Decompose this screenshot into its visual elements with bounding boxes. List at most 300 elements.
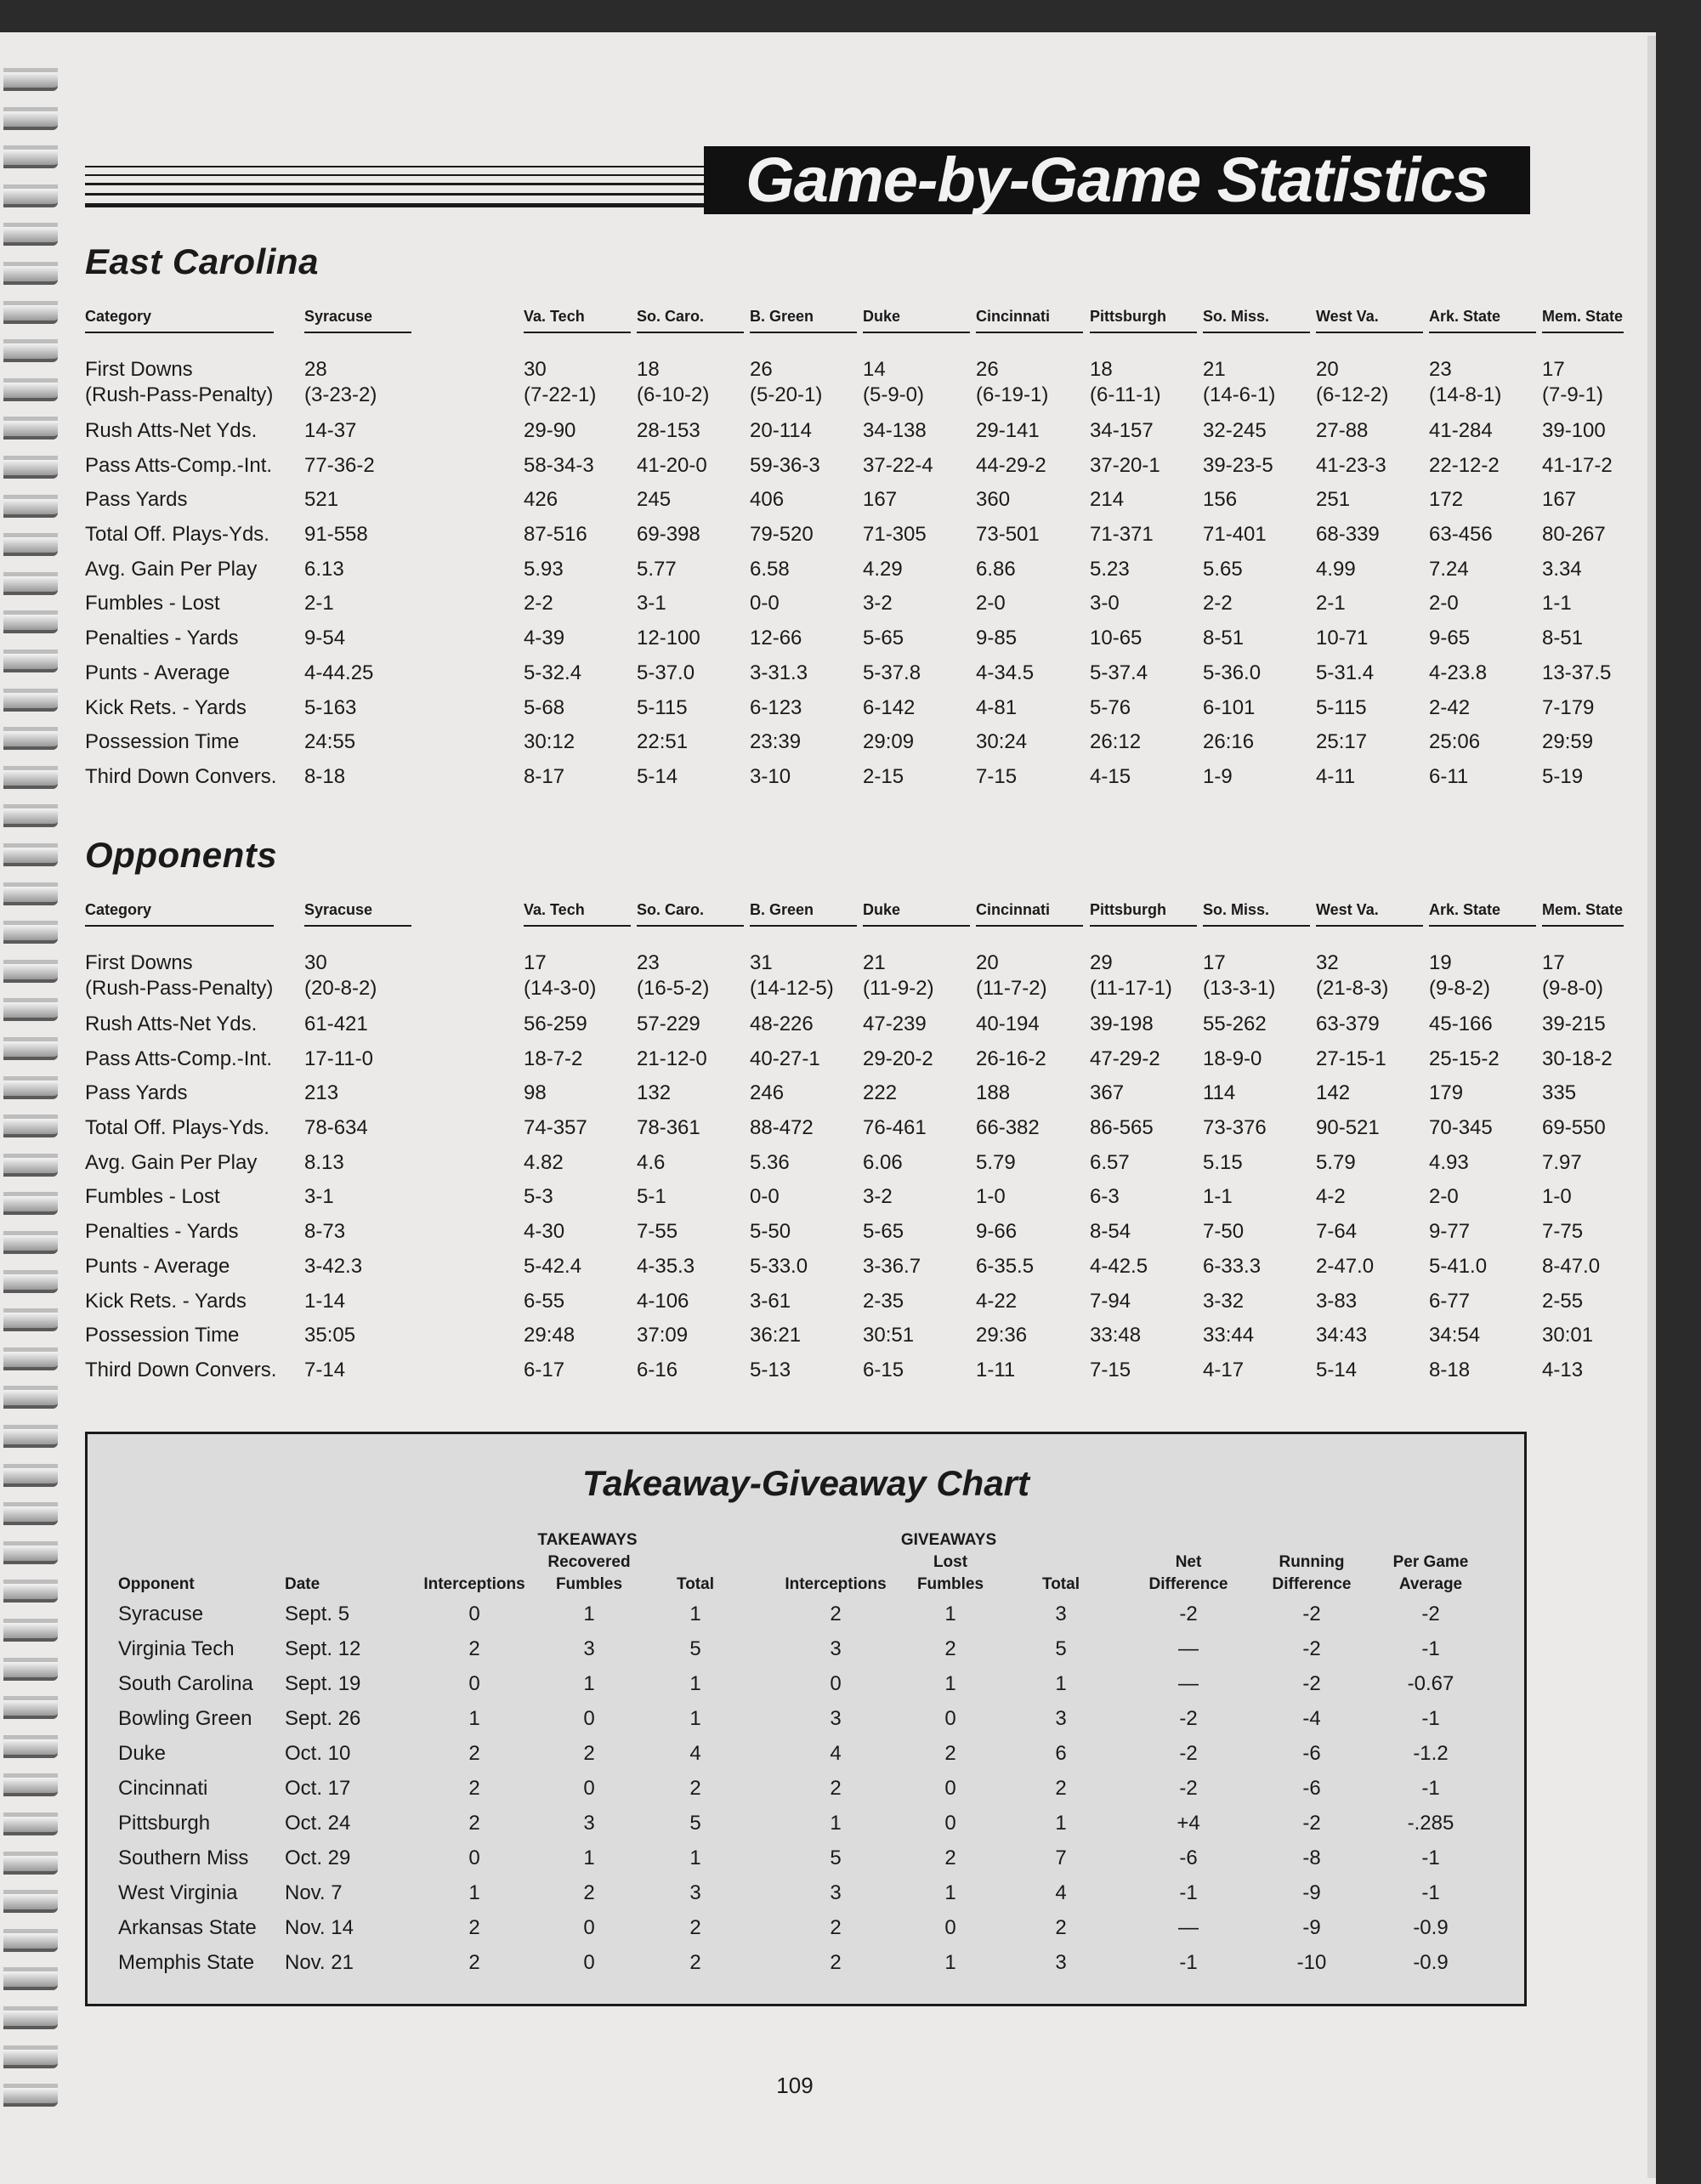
column-header-opponent: Va. Tech — [524, 308, 631, 333]
stat-value: 7-55 — [637, 1220, 678, 1244]
stats-row — [85, 1184, 1572, 1219]
column-header-opponent: Syracuse — [304, 308, 411, 333]
binding-ring — [3, 1425, 58, 1444]
chart-value: 2 — [689, 1951, 701, 1974]
stat-value: 2-2 — [1203, 592, 1233, 615]
stat-value: 5.15 — [1203, 1150, 1243, 1174]
stats-row — [85, 950, 1604, 1012]
stats-row — [85, 487, 1577, 522]
stat-value: 5.79 — [976, 1150, 1016, 1174]
chart-date: Oct. 24 — [285, 1812, 351, 1835]
stat-value: 13-37.5 — [1542, 661, 1612, 684]
stat-value-line: 32 — [1316, 951, 1339, 974]
chart-row — [88, 1812, 1524, 1846]
row-label-line: Fumbles - Lost — [85, 592, 220, 615]
stat-value-line: 30 — [524, 358, 547, 381]
chart-column-header-line: Recovered — [547, 1553, 631, 1571]
chart-row — [88, 1707, 1524, 1742]
stat-value: 18-7-2 — [524, 1047, 583, 1070]
binding-ring — [3, 1076, 58, 1095]
stat-value: 3-0 — [1090, 592, 1120, 615]
row-label — [85, 1289, 247, 1314]
stat-value: 6-33.3 — [1203, 1254, 1262, 1278]
column-header-opponent: Cincinnati — [976, 308, 1083, 333]
stat-value: 77-36-2 — [304, 453, 375, 477]
column-header-opponent: Duke — [863, 308, 970, 333]
stat-value: 3-61 — [750, 1289, 791, 1313]
chart-value: 3 — [830, 1637, 842, 1660]
stat-value: 30:24 — [976, 730, 1028, 754]
binding-ring — [3, 184, 58, 203]
stat-value: 29:09 — [863, 730, 915, 754]
chart-value: — — [1178, 1916, 1199, 1939]
chart-value: 0 — [944, 1707, 956, 1730]
chart-value: 0 — [583, 1916, 595, 1939]
row-label-line: Total Off. Plays-Yds. — [85, 1116, 269, 1140]
chart-value: 4 — [689, 1742, 701, 1765]
chart-value: -2 — [1302, 1812, 1321, 1835]
binding-ring — [3, 417, 58, 435]
chart-value: -2 — [1302, 1637, 1321, 1660]
chart-value: 1 — [689, 1846, 701, 1869]
row-label-line: (Rush-Pass-Penalty) — [85, 977, 274, 1000]
binding-ring — [3, 766, 58, 785]
chart-column-header — [530, 1551, 649, 1596]
column-header-opponent: So. Miss. — [1203, 901, 1310, 927]
stats-row — [85, 522, 1606, 557]
stat-value: 8-73 — [304, 1220, 346, 1244]
chart-value: 0 — [944, 1916, 956, 1939]
stat-value: 5-163 — [304, 695, 357, 719]
stat-value: 9-65 — [1429, 627, 1471, 650]
chart-value: 2 — [830, 1603, 842, 1625]
stat-value-line: 23 — [1429, 358, 1452, 381]
stat-value: 0-0 — [750, 592, 780, 615]
chart-value: 2 — [468, 1742, 480, 1765]
row-label — [85, 764, 276, 790]
chart-value: 2 — [1055, 1777, 1067, 1800]
stat-value — [1542, 357, 1603, 408]
column-header-opponent: So. Miss. — [1203, 308, 1310, 333]
chart-opponent: Syracuse — [118, 1603, 204, 1625]
chart-opponent: Duke — [118, 1742, 167, 1765]
chart-value: -4 — [1302, 1707, 1321, 1730]
chart-column-header-line: Total — [677, 1575, 714, 1593]
stat-value: 5-19 — [1542, 764, 1584, 788]
stat-value — [524, 950, 596, 1001]
spiral-binding — [0, 68, 61, 2125]
binding-ring — [3, 378, 58, 397]
stats-row — [85, 764, 1584, 799]
stat-value: 2-42 — [1429, 695, 1471, 719]
stat-value: 47-239 — [863, 1013, 927, 1035]
chart-value: 1 — [944, 1881, 956, 1904]
stat-value-line: 26 — [976, 358, 999, 381]
binding-ring — [3, 533, 58, 552]
stat-value: 3-83 — [1316, 1289, 1358, 1313]
chart-value: 0 — [583, 1951, 595, 1974]
chart-value: 0 — [468, 1846, 480, 1869]
stat-value: 6.06 — [863, 1150, 903, 1174]
row-label — [85, 729, 239, 755]
stat-value: 34-138 — [863, 419, 927, 442]
row-label-line: Kick Rets. - Yards — [85, 1289, 247, 1313]
stat-value: 6-77 — [1429, 1289, 1471, 1313]
stat-value-line: (14-6-1) — [1203, 383, 1276, 406]
stat-value: 39-215 — [1542, 1013, 1606, 1035]
stat-value: 4.29 — [863, 557, 903, 581]
chart-opponent: Memphis State — [118, 1951, 255, 1974]
stat-value: 78-634 — [304, 1116, 368, 1140]
stat-value: 5-33.0 — [750, 1254, 808, 1278]
stat-value: 21-12-0 — [637, 1047, 707, 1070]
binding-ring — [3, 2045, 58, 2064]
chart-value: 2 — [468, 1951, 480, 1974]
binding-ring — [3, 1308, 58, 1327]
row-label-line: Penalties - Yards — [85, 627, 239, 650]
chart-value: -0.67 — [1407, 1672, 1454, 1695]
chart-value: 3 — [830, 1707, 842, 1730]
stat-value: 132 — [637, 1081, 672, 1105]
chart-column-header — [411, 1574, 538, 1596]
chart-value: 7 — [1055, 1846, 1067, 1869]
stat-value: 4-44.25 — [304, 661, 374, 684]
page-edge — [1647, 36, 1656, 2178]
stat-value: 156 — [1203, 488, 1238, 512]
stats-row — [85, 1012, 1606, 1047]
stat-value: 5-65 — [863, 627, 904, 650]
chart-value: 1 — [583, 1846, 595, 1869]
stat-value-line: (3-23-2) — [304, 383, 377, 406]
stat-value-line: (6-12-2) — [1316, 383, 1389, 406]
chart-value: — — [1178, 1637, 1199, 1660]
row-label-line: Penalties - Yards — [85, 1220, 239, 1244]
chart-value: 1 — [468, 1707, 480, 1730]
stat-value: 47-29-2 — [1090, 1047, 1160, 1070]
row-label — [85, 1115, 269, 1141]
stat-value: 4-22 — [976, 1289, 1018, 1313]
chart-column-header — [1133, 1551, 1244, 1596]
chart-column-header-line: Total — [1042, 1575, 1080, 1593]
chart-column-header-line: Difference — [1272, 1575, 1352, 1593]
chart-column-header — [1256, 1551, 1367, 1596]
row-label — [85, 1150, 257, 1176]
stat-value: 57-229 — [637, 1013, 700, 1035]
stat-value: 79-520 — [750, 523, 814, 547]
chart-column-header-line: Average — [1398, 1575, 1463, 1593]
stat-value: 9-66 — [976, 1220, 1018, 1244]
stat-value: 34:43 — [1316, 1324, 1368, 1347]
binding-ring — [3, 1386, 58, 1404]
stat-value — [1090, 950, 1172, 1001]
stat-value-line: 23 — [637, 951, 660, 974]
chart-row — [88, 1603, 1524, 1637]
column-header-opponent: Pittsburgh — [1090, 308, 1197, 333]
column-header-opponent: So. Caro. — [637, 901, 744, 927]
opponents-stats-table — [85, 901, 1624, 1393]
row-label-line: (Rush-Pass-Penalty) — [85, 383, 274, 406]
stat-value: 213 — [304, 1081, 339, 1105]
stat-value: 39-23-5 — [1203, 453, 1273, 477]
stat-value: 8-47.0 — [1542, 1254, 1601, 1278]
chart-column-header — [649, 1574, 742, 1596]
chart-value: 1 — [944, 1672, 956, 1695]
chart-opponent: Cincinnati — [118, 1777, 208, 1800]
column-header-opponent: Mem. State — [1542, 308, 1624, 333]
chart-opponent: Virginia Tech — [118, 1637, 235, 1660]
stat-value: 4.99 — [1316, 557, 1356, 581]
stats-row — [85, 1047, 1613, 1081]
chart-value: 3 — [1055, 1707, 1067, 1730]
east-carolina-title: East Carolina — [85, 241, 319, 281]
stat-value-line: (21-8-3) — [1316, 977, 1389, 1000]
chart-value: -1 — [1421, 1637, 1440, 1660]
chart-value: -2 — [1179, 1777, 1198, 1800]
stat-value: 29-141 — [976, 419, 1040, 442]
chart-value: 3 — [1055, 1951, 1067, 1974]
stat-value: 26:12 — [1090, 730, 1142, 754]
row-label-line: Possession Time — [85, 1324, 240, 1347]
stat-value: 41-17-2 — [1542, 453, 1613, 477]
stat-value-line: 30 — [304, 951, 327, 974]
chart-row — [88, 1672, 1524, 1707]
stat-value: 8-51 — [1203, 627, 1245, 650]
stats-row — [85, 591, 1572, 626]
chart-value: 2 — [830, 1951, 842, 1974]
stat-value: 7-179 — [1542, 695, 1595, 719]
stats-row — [85, 661, 1612, 695]
stat-value: 4-15 — [1090, 764, 1131, 788]
chart-column-header — [1014, 1574, 1108, 1596]
stat-value: 28-153 — [637, 419, 700, 442]
chart-value: 1 — [1055, 1812, 1067, 1835]
stat-value: 4-2 — [1316, 1185, 1346, 1209]
stat-value: 78-361 — [637, 1116, 700, 1140]
stat-value: 32-245 — [1203, 419, 1267, 442]
stat-value: 4-30 — [524, 1220, 565, 1244]
stat-value — [1316, 950, 1388, 1001]
stats-row — [85, 1219, 1584, 1254]
stat-value: 6-101 — [1203, 695, 1256, 719]
stat-value: 63-379 — [1316, 1013, 1380, 1035]
stat-value: 41-284 — [1429, 419, 1493, 442]
stat-value: 30-18-2 — [1542, 1047, 1613, 1070]
stat-value-line: (14-12-5) — [750, 977, 834, 1000]
binding-ring — [3, 921, 58, 939]
stats-row — [85, 357, 1604, 418]
stat-value-line: 20 — [1316, 358, 1339, 381]
stat-value: 3-32 — [1203, 1289, 1245, 1313]
stat-value: 5-50 — [750, 1220, 791, 1244]
stat-value: 367 — [1090, 1081, 1125, 1105]
stat-value — [1090, 357, 1161, 408]
stat-value: 5-42.4 — [524, 1254, 582, 1278]
chart-value: 0 — [944, 1777, 956, 1800]
chart-value: 0 — [583, 1707, 595, 1730]
takeaways-group-header: TAKEAWAYS — [537, 1531, 638, 1549]
binding-ring — [3, 1735, 58, 1754]
chart-value: 0 — [468, 1603, 480, 1625]
stat-value: 7-64 — [1316, 1220, 1358, 1244]
stat-value: 6-142 — [863, 695, 916, 719]
row-label-line: Punts - Average — [85, 661, 230, 684]
stat-value: 4-42.5 — [1090, 1254, 1148, 1278]
stat-value: 5.36 — [750, 1150, 790, 1174]
stat-value: 91-558 — [304, 523, 368, 547]
stat-value — [976, 357, 1048, 408]
chart-value: -1 — [1179, 1951, 1198, 1974]
chart-value: 0 — [944, 1812, 956, 1835]
binding-ring — [3, 1773, 58, 1792]
chart-value: 5 — [1055, 1637, 1067, 1660]
chart-value: -8 — [1302, 1846, 1321, 1869]
chart-date: Nov. 7 — [285, 1881, 343, 1904]
chart-value: -6 — [1302, 1742, 1321, 1765]
stat-value: 5-36.0 — [1203, 661, 1262, 684]
chart-column-header-line: Fumbles — [555, 1575, 623, 1593]
column-header-category: Category — [85, 901, 274, 927]
chart-opponent: Southern Miss — [118, 1846, 249, 1869]
stat-value: 7-15 — [976, 764, 1018, 788]
row-label — [85, 661, 230, 686]
column-header-opponent: West Va. — [1316, 308, 1423, 333]
row-label-line: Rush Atts-Net Yds. — [85, 1013, 258, 1035]
chart-value: 2 — [468, 1637, 480, 1660]
stat-value: 5-115 — [1316, 695, 1367, 719]
stat-value: 4-81 — [976, 695, 1018, 719]
row-label-line: Pass Yards — [85, 488, 188, 512]
stat-value: 5-32.4 — [524, 661, 582, 684]
chart-column-header — [118, 1574, 254, 1596]
row-label-line: Fumbles - Lost — [85, 1185, 220, 1209]
stat-value: 3-36.7 — [863, 1254, 921, 1278]
chart-value: -0.9 — [1413, 1916, 1449, 1939]
stat-value: 98 — [524, 1081, 547, 1105]
chart-value: 1 — [583, 1672, 595, 1695]
stat-value — [637, 950, 709, 1001]
stats-row — [85, 453, 1613, 488]
stat-value: 71-305 — [863, 523, 927, 547]
chart-value: 1 — [583, 1603, 595, 1625]
stat-value: 0-0 — [750, 1185, 780, 1209]
stat-value: 2-0 — [1429, 1185, 1459, 1209]
binding-ring — [3, 650, 58, 668]
stat-value: 87-516 — [524, 523, 587, 547]
stat-value: 4-39 — [524, 627, 565, 650]
binding-ring — [3, 1890, 58, 1909]
stat-value: 29:48 — [524, 1324, 576, 1347]
stat-value — [750, 950, 834, 1001]
chart-column-header-line: Lost — [933, 1553, 968, 1571]
stat-value: 71-401 — [1203, 523, 1267, 547]
page-number: 109 — [776, 2073, 814, 2098]
binding-ring — [3, 572, 58, 591]
stat-value: 6-16 — [637, 1358, 678, 1381]
stat-value-line: (9-8-0) — [1542, 977, 1604, 1000]
row-label-line: Third Down Convers. — [85, 764, 277, 788]
stat-value: 3-1 — [304, 1185, 334, 1209]
stat-value: 6.57 — [1090, 1150, 1130, 1174]
stat-value: 3-31.3 — [750, 661, 808, 684]
stats-row — [85, 557, 1582, 592]
page-title: Game-by-Game Statistics — [704, 146, 1530, 214]
chart-value: -1 — [1179, 1881, 1198, 1904]
stat-value: 1-14 — [304, 1289, 346, 1313]
stat-value: 5-65 — [863, 1220, 904, 1244]
stats-row — [85, 1081, 1577, 1115]
stat-value-line: 19 — [1429, 951, 1452, 974]
binding-ring — [3, 1812, 58, 1831]
binding-ring — [3, 610, 58, 629]
chart-opponent: Pittsburgh — [118, 1812, 211, 1835]
chart-value: -2 — [1302, 1603, 1321, 1625]
stat-value: 88-472 — [750, 1116, 814, 1140]
stat-value: 7-50 — [1203, 1220, 1245, 1244]
stat-value: 27-88 — [1316, 419, 1369, 442]
stat-value: 114 — [1203, 1081, 1236, 1105]
stat-value: 56-259 — [524, 1013, 587, 1035]
chart-date: Oct. 10 — [285, 1742, 351, 1765]
stat-value: 71-371 — [1090, 523, 1154, 547]
stat-value: 45-166 — [1429, 1013, 1493, 1035]
binding-ring — [3, 2006, 58, 2025]
stat-value: 6.13 — [304, 557, 344, 581]
stats-row — [85, 695, 1595, 730]
chart-column-header — [772, 1574, 899, 1596]
stat-value: 3-42.3 — [304, 1254, 363, 1278]
stat-value: 179 — [1429, 1081, 1464, 1105]
stat-value: 6-123 — [750, 695, 802, 719]
stat-value: 2-2 — [524, 592, 553, 615]
stat-value: 69-398 — [637, 523, 700, 547]
stat-value: 3-2 — [863, 592, 893, 615]
chart-date: Nov. 14 — [285, 1916, 354, 1939]
row-label — [85, 487, 188, 513]
row-label-line: Possession Time — [85, 730, 240, 754]
binding-ring — [3, 495, 58, 513]
stat-value: 22:51 — [637, 730, 689, 754]
stat-value: 7-14 — [304, 1358, 346, 1381]
stat-value: 8-18 — [1429, 1358, 1471, 1381]
column-header-opponent: Ark. State — [1429, 901, 1536, 927]
chart-column-header-line: Net — [1175, 1553, 1202, 1571]
chart-date: Nov. 21 — [285, 1951, 354, 1974]
row-label-line: Avg. Gain Per Play — [85, 557, 258, 581]
chart-row — [88, 1916, 1524, 1951]
stat-value-line: (16-5-2) — [637, 977, 710, 1000]
stat-value: 4.6 — [637, 1150, 666, 1174]
binding-ring — [3, 339, 58, 358]
row-label-line: Kick Rets. - Yards — [85, 695, 247, 719]
chart-value: -6 — [1179, 1846, 1198, 1869]
stat-value: 251 — [1316, 488, 1351, 512]
stat-value: 2-55 — [1542, 1289, 1584, 1313]
chart-column-header-line: Running — [1279, 1553, 1345, 1571]
row-label-line: Punts - Average — [85, 1254, 230, 1278]
column-header-opponent: Pittsburgh — [1090, 901, 1197, 927]
row-label — [85, 1047, 272, 1072]
stat-value-line: (14-8-1) — [1429, 383, 1502, 406]
binding-ring — [3, 727, 58, 746]
stat-value: 2-1 — [304, 592, 334, 615]
stat-value: 8-18 — [304, 764, 346, 788]
chart-value: 2 — [944, 1637, 956, 1660]
row-label — [85, 1012, 257, 1037]
stat-value-line: (13-3-1) — [1203, 977, 1276, 1000]
row-label — [85, 950, 273, 1001]
chart-value: 5 — [830, 1846, 842, 1869]
stat-value: 172 — [1429, 488, 1464, 512]
